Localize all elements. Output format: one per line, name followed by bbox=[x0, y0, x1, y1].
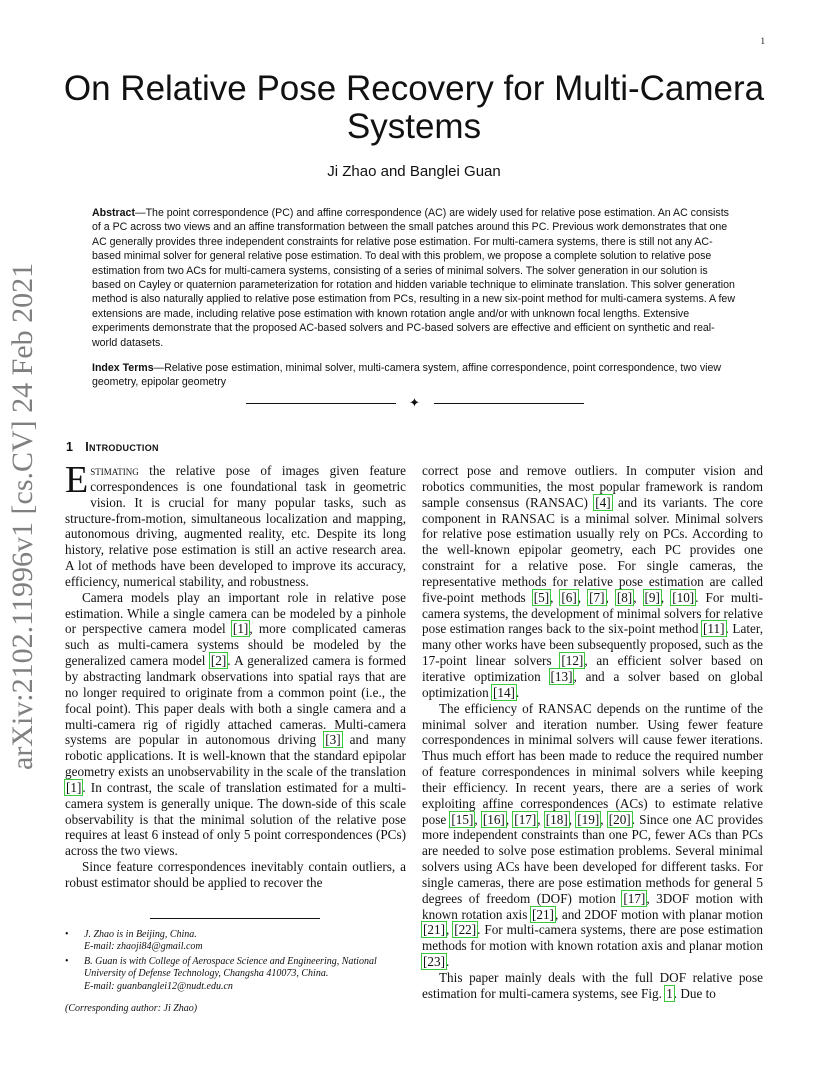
drop-cap: E bbox=[65, 459, 89, 501]
corresponding-author: (Corresponding author: Ji Zhao) bbox=[65, 1003, 198, 1015]
footnote-affiliation-1: • J. Zhao is in Beijing, China. E-mail: zhaoji84@gmail.com bbox=[65, 929, 203, 953]
citation-link[interactable]: [15] bbox=[451, 811, 474, 827]
figure-link[interactable]: 1 bbox=[666, 985, 673, 1001]
index-terms-label: Index Terms bbox=[92, 362, 154, 374]
arxiv-identifier[interactable]: arXiv:2102.11996v1 [cs.CV] 24 Feb 2021 bbox=[6, 262, 39, 770]
bullet-icon: • bbox=[65, 955, 69, 967]
citation-link[interactable]: [1] bbox=[232, 621, 249, 637]
email-zhao: E-mail: zhaoji84@gmail.com bbox=[84, 941, 203, 953]
page-number: 1 bbox=[760, 36, 765, 46]
email-guan: E-mail: guanbanglei12@nudt.edu.cn bbox=[84, 980, 233, 992]
divider-ornament-icon: ✦ bbox=[409, 395, 420, 410]
title-line-2: Systems bbox=[346, 107, 482, 146]
index-terms-text: —Relative pose estimation, minimal solver, multi-camera system, affine correspondence, point correspondence, two view geometry, epipolar geometry bbox=[92, 362, 722, 389]
abstract-text: —The point correspondence (PC) and affine correspondence (AC) are widely used for relative pose estimation. An AC consists of a PC across two views and an affine transformation between the small patches around this PC. Previous work demonstrates that one AC generally provides three independent constraints for relative pose estimation. For multi-camera systems, there is still not any AC-based minimal solver for general relative pose estimation. To deal with this problem, we propose a complete solution to relative pose estimation from two ACs for multi-camera systems, consisting of a series of minimal solvers. The solver generation in our solution is based on Cayley or quaternion parameterization for rotation and hidden variable technique to eliminate translation. This solver generation method is also naturally applied to relative pose estimation from PCs, resulting in a new six-point method for multi-camera systems. A few extensions are made, including relative pose estimation with known rotation angle and/or with unknown focal lengths. Extensive experiments demonstrate that the proposed AC-based solvers and PC-based solvers are effective and efficient on synthetic and real-world datasets. bbox=[92, 207, 735, 349]
intro-paragraph-6: This paper mainly deals with the full DOF relative pose estimation for multi-camera systems, see Fig. 1. Due to bbox=[422, 970, 763, 1001]
intro-paragraph-2: Camera models play an important role in relative pose estimation. While a single camera can be modeled by a pinhole or perspective camera model [1], more complicated cameras such as multi-camera systems should be modeled by the generalized camera model [2]. A generalized camera is formed by abstracting landmark observations into spatial rays that are no longer required to originate from a common point (i.e., the focal point). This paper deals with both a single camera and a multi-camera rig of rigidly attached cameras. Multi-camera systems are popular in autonomous driving [3] and many robotic applications. It is well-known that the standard epipolar geometry exists an unobservability in the scale of the translation [1]. In contrast, the scale of translation estimated for a multi-camera system is generally unique. The down-side of this scale observability is that the minimal solution of the relative pose requires at least 6 instead of only 5 point correspondences (PCs) across the two views. bbox=[65, 589, 407, 859]
citation-link[interactable]: [13] bbox=[550, 668, 573, 684]
citation-link[interactable]: [14] bbox=[492, 684, 515, 700]
section-title: Introduction bbox=[85, 440, 159, 454]
footnote-rule bbox=[150, 918, 320, 919]
citation-link[interactable]: [16] bbox=[482, 811, 505, 827]
abstract bbox=[92, 206, 735, 350]
citation-link[interactable]: [21] bbox=[423, 922, 445, 938]
citation-link[interactable]: [7] bbox=[589, 589, 605, 605]
lead-word: stimating bbox=[90, 463, 139, 478]
authors: Ji Zhao and Banglei Guan bbox=[327, 163, 501, 180]
citation-link[interactable]: [1] bbox=[66, 779, 82, 795]
intro-paragraph-1: Estimating the relative pose of images given feature correspondences is one foundational task in geometric vision. It is crucial for many popular tasks, such as structure-from-motion, simultaneous localization and mapping, autonomous driving, augmented reality, etc. Despite its long history, relative pose estimation is still an active research area. A lot of methods have been developed to improve its accuracy, efficiency, numerical stability, and robustness. bbox=[65, 459, 406, 589]
divider-line-left bbox=[246, 403, 396, 404]
section-divider bbox=[246, 396, 584, 410]
divider-line-right bbox=[434, 403, 584, 404]
footnotes bbox=[65, 929, 410, 1015]
index-terms bbox=[92, 361, 735, 390]
right-column bbox=[422, 463, 763, 1002]
citation-link[interactable]: [21] bbox=[531, 906, 554, 922]
citation-link[interactable]: [8] bbox=[616, 589, 633, 605]
section-heading bbox=[66, 440, 159, 454]
left-column bbox=[65, 459, 407, 891]
intro-paragraph-4: correct pose and remove outliers. In computer vision and robotics communities, the most popular framework is random sample consensus (RANSAC) [4] and its variants. The core component in RANSAC is a minimal solver. Minimal solvers for relative pose estimation usually rely on PCs. According to the well-known epipolar geometry, each PC provides one constraint for a relative pose. For single cameras, the representative methods for relative pose estimation are called five-point methods [5], [6], [7], [8], [9], [10]. For multi-camera systems, the development of minimal solvers for relative pose estimation ranges back to the six-point method [11]. Later, many other works have been subsequently proposed, such as the 17-point linear solvers [12], an efficient solver based on iterative optimization [13], and a solver based on global optimization [14]. bbox=[422, 463, 764, 700]
citation-link[interactable]: [19] bbox=[577, 811, 600, 827]
citation-link[interactable]: [18] bbox=[545, 811, 568, 827]
section-number: 1 bbox=[66, 440, 74, 454]
citation-link[interactable]: [3] bbox=[325, 732, 341, 748]
abstract-label: Abstract bbox=[92, 207, 135, 219]
citation-link[interactable]: [22] bbox=[454, 922, 477, 938]
citation-link[interactable]: [17] bbox=[514, 811, 537, 827]
citation-link[interactable]: [23] bbox=[423, 954, 445, 970]
title-line-1: On Relative Pose Recovery for Multi-Camera bbox=[63, 69, 765, 108]
citation-link[interactable]: [17] bbox=[623, 890, 646, 906]
citation-link[interactable]: [2] bbox=[210, 653, 227, 669]
citation-link[interactable]: [11] bbox=[703, 621, 725, 637]
citation-link[interactable]: [4] bbox=[595, 494, 611, 510]
paper-title bbox=[0, 70, 828, 146]
citation-link[interactable]: [10] bbox=[672, 589, 695, 605]
citation-link[interactable]: [12] bbox=[561, 653, 584, 669]
citation-link[interactable]: [6] bbox=[561, 589, 577, 605]
footnote-affiliation-2: • B. Guan is with College of Aerospace Science and Engineering, National University of Defense Technology, Changsha 410073, China. E-mail: guanbanglei12@nudt.edu.cn bbox=[65, 955, 377, 992]
intro-paragraph-3: Since feature correspondences inevitably contain outliers, a robust estimator should be applied to recover the bbox=[65, 859, 406, 890]
citation-link[interactable]: [5] bbox=[533, 589, 550, 605]
citation-link[interactable]: [20] bbox=[608, 811, 631, 827]
citation-link[interactable]: [9] bbox=[644, 589, 660, 605]
intro-paragraph-5: The efficiency of RANSAC depends on the runtime of the minimal solver and iteration number. Using fewer feature correspondences in minimal solvers will cause fewer iterations. Thus much effort has been made to reduce the required number of feature correspondences in minimal solvers while keeping their efficiency. In recent years, there are a series of work exploiting affine correspondences (ACs) to estimate relative pose [15], [16], [17], [18], [19], [20]. Since one AC provides more independent constraints than one PC, fewer ACs than PCs are needed to solve pose estimation problems. Several minimal solvers using ACs have been developed for different tasks. For single cameras, there are pose estimation methods for general 5 degrees of freedom (DOF) motion [17], 3DOF motion with known rotation axis [21], and 2DOF motion with planar motion [21], [22]. For multi-camera systems, there are pose estimation methods for motion with known rotation axis and planar motion [23]. bbox=[422, 700, 764, 970]
bullet-icon: • bbox=[65, 929, 69, 940]
